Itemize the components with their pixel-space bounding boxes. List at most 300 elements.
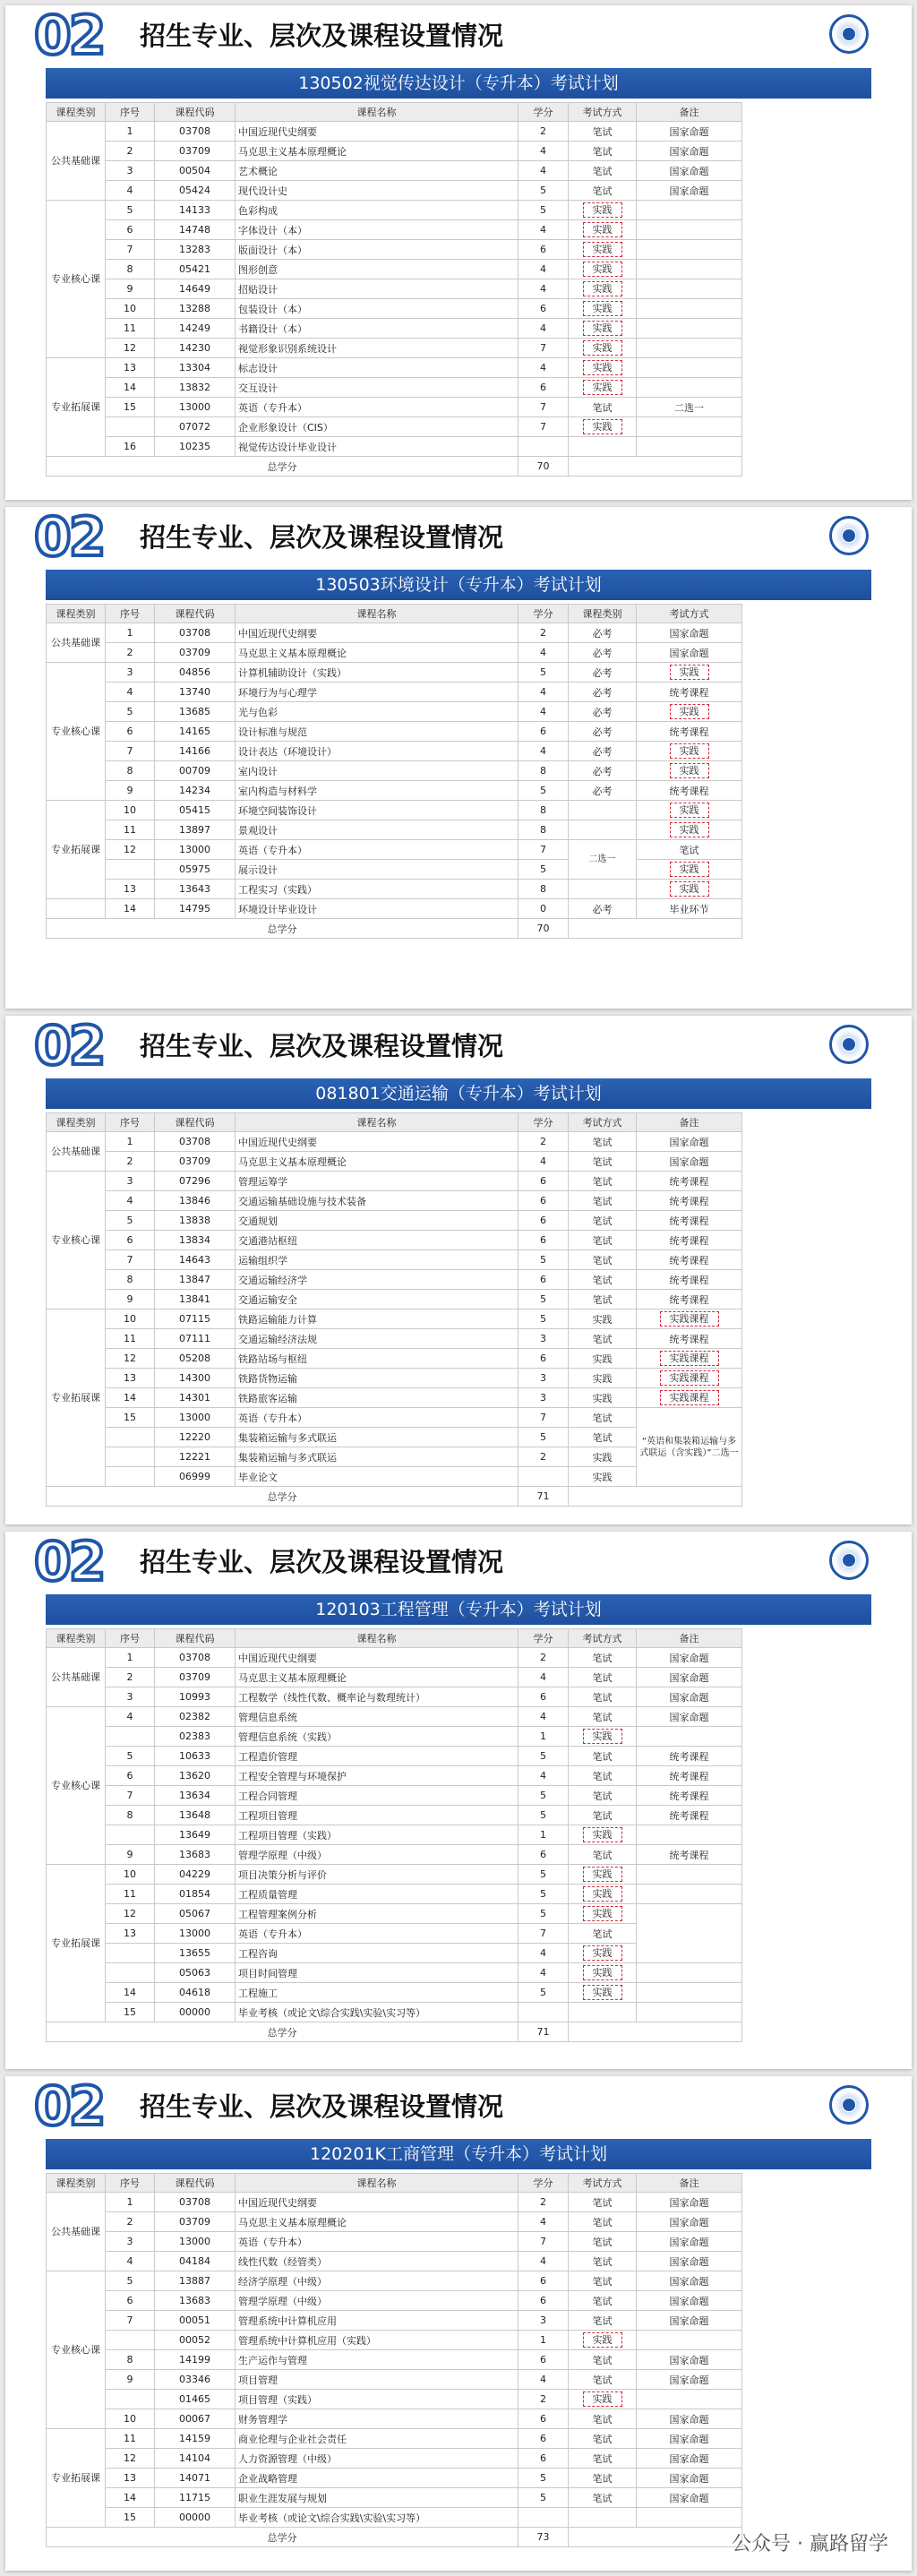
serial-number-cell: 6 — [106, 1766, 155, 1786]
credit-cell: 5 — [518, 1885, 569, 1904]
practice-tag: 实践 — [670, 881, 709, 897]
exam-method-cell — [569, 378, 637, 398]
serial-number-cell: 12 — [106, 1349, 155, 1369]
serial-number-cell: 12 — [106, 2449, 155, 2469]
exam-method-cell: 笔试 — [569, 1211, 637, 1231]
section-header — [5, 507, 912, 568]
exam-method-cell — [569, 279, 637, 299]
exam-plan-panel — [5, 1016, 912, 1524]
course-name-cell: 财务管理学 — [236, 2409, 518, 2429]
table-row — [47, 1766, 742, 1786]
exam-method-cell: 必考 — [569, 781, 637, 801]
section-header — [5, 2076, 912, 2137]
serial-number-cell: 5 — [106, 1211, 155, 1231]
remarks-cell — [637, 2508, 742, 2528]
exam-method-cell: 笔试 — [569, 1845, 637, 1865]
remarks-cell: 国家命题 — [637, 2409, 742, 2429]
course-code-cell: 14166 — [155, 742, 236, 761]
credit-cell: 2 — [518, 1447, 569, 1467]
credit-cell: 4 — [518, 2212, 569, 2232]
exam-method-cell — [569, 801, 637, 820]
column-header: 备注 — [637, 1113, 742, 1132]
remarks-cell: 国家命题 — [637, 1668, 742, 1687]
serial-number-cell: 14 — [106, 378, 155, 398]
exam-method-cell — [569, 2331, 637, 2350]
serial-number-cell — [106, 2390, 155, 2409]
total-empty-cell — [569, 1487, 742, 1507]
wechat-watermark: 公众号 · 赢路留学 — [732, 2533, 888, 2555]
table-row — [47, 1309, 742, 1329]
credit-cell: 4 — [518, 1766, 569, 1786]
serial-number-cell: 10 — [106, 1865, 155, 1885]
exam-method-cell: 笔试 — [569, 1924, 637, 1944]
table-row — [47, 1172, 742, 1191]
course-code-cell: 03709 — [155, 1668, 236, 1687]
credit-cell: 7 — [518, 339, 569, 358]
column-header: 课程代码 — [155, 605, 236, 623]
practice-tag: 实践 — [583, 360, 622, 375]
practice-tag: 实践 — [583, 2332, 622, 2348]
course-name-cell: 管理学原理（中级） — [236, 1845, 518, 1865]
total-credits-value: 70 — [518, 919, 569, 939]
course-code-cell: 05415 — [155, 801, 236, 820]
course-code-cell: 14795 — [155, 899, 236, 919]
column-header: 备注 — [637, 2174, 742, 2193]
section-number: 02 — [34, 1016, 104, 1078]
course-code-cell: 04856 — [155, 663, 236, 683]
column-header: 课程类别 — [47, 1113, 106, 1132]
remarks-cell — [637, 201, 742, 220]
column-header: 考试方式 — [569, 103, 637, 122]
column-header: 课程代码 — [155, 1113, 236, 1132]
course-code-cell: 13648 — [155, 1806, 236, 1825]
column-header: 课程名称 — [236, 605, 518, 623]
remarks-cell: 毕业环节 — [637, 899, 742, 919]
credit-cell: 2 — [518, 122, 569, 142]
table-row — [47, 181, 742, 201]
course-name-cell: 马克思主义基本原理概论 — [236, 1152, 518, 1172]
course-code-cell: 07115 — [155, 1309, 236, 1329]
column-header: 序号 — [106, 1113, 155, 1132]
remarks-cell: 笔试 — [637, 840, 742, 860]
plan-title: 120201K工商管理（专升本）考试计划 — [46, 2139, 871, 2169]
course-code-cell: 13643 — [155, 880, 236, 899]
course-name-cell: 工程质量管理 — [236, 1885, 518, 1904]
serial-number-cell: 6 — [106, 2291, 155, 2311]
table-row — [47, 279, 742, 299]
course-name-cell: 交通港站枢纽 — [236, 1231, 518, 1250]
serial-number-cell: 3 — [106, 663, 155, 683]
table-row — [47, 378, 742, 398]
exam-method-cell — [569, 299, 637, 319]
credit-cell: 4 — [518, 358, 569, 378]
column-header: 序号 — [106, 605, 155, 623]
remarks-cell: 国家命题 — [637, 2469, 742, 2488]
exam-method-cell: 必考 — [569, 623, 637, 643]
remarks-cell — [637, 702, 742, 722]
course-code-cell: 00067 — [155, 2409, 236, 2429]
total-credits-value: 71 — [518, 2022, 569, 2042]
serial-number-cell: 8 — [106, 2350, 155, 2370]
total-credits-label: 总学分 — [47, 2022, 518, 2042]
column-header: 课程类别 — [47, 2174, 106, 2193]
course-code-cell: 10993 — [155, 1687, 236, 1707]
course-name-cell: 视觉形象识别系统设计 — [236, 339, 518, 358]
course-name-cell: 管理信息系统（实践） — [236, 1727, 518, 1747]
course-code-cell: 13000 — [155, 398, 236, 417]
course-name-cell: 毕业考核（或论文\综合实践\实验\实习等） — [236, 2508, 518, 2528]
practice-tag: 实践 — [583, 1827, 622, 1842]
table-row — [47, 663, 742, 683]
course-name-cell: 管理学原理（中级） — [236, 2291, 518, 2311]
exam-method-cell: 必考 — [569, 683, 637, 702]
exam-method-cell — [569, 820, 637, 840]
credit-cell: 7 — [518, 417, 569, 437]
serial-number-cell: 8 — [106, 1270, 155, 1290]
practice-tag: 实践 — [583, 1965, 622, 1980]
exam-method-cell: 实践 — [569, 1467, 637, 1487]
credit-cell: 8 — [518, 801, 569, 820]
table-row — [47, 2212, 742, 2232]
course-name-cell: 视觉传达设计毕业设计 — [236, 437, 518, 457]
course-code-cell: 14159 — [155, 2429, 236, 2449]
course-category-cell: 专业核心课 — [47, 663, 106, 801]
exam-method-cell — [569, 1983, 637, 2003]
course-name-cell: 毕业考核（或论文\综合实践\实验\实习等） — [236, 2003, 518, 2022]
table-row — [47, 1687, 742, 1707]
practice-tag: 实践 — [670, 862, 709, 877]
course-category-cell: 公共基础课 — [47, 2193, 106, 2271]
university-seal-icon — [829, 2085, 869, 2125]
serial-number-cell: 5 — [106, 2271, 155, 2291]
serial-number-cell: 10 — [106, 299, 155, 319]
table-header-row — [47, 605, 742, 623]
course-code-cell: 13683 — [155, 1845, 236, 1865]
credit-cell: 2 — [518, 2390, 569, 2409]
remarks-cell: 统考课程 — [637, 1766, 742, 1786]
course-code-cell: 13288 — [155, 299, 236, 319]
serial-number-cell: 14 — [106, 899, 155, 919]
practice-tag: 实践 — [583, 222, 622, 237]
practice-tag: 实践 — [583, 1906, 622, 1921]
column-header: 备注 — [637, 1629, 742, 1648]
credit-cell: 5 — [518, 181, 569, 201]
total-credits-value: 71 — [518, 1487, 569, 1507]
course-code-cell: 13634 — [155, 1786, 236, 1806]
credit-cell: 4 — [518, 1944, 569, 1963]
exam-method-cell: 笔试 — [569, 2429, 637, 2449]
practice-tag: 实践 — [670, 743, 709, 759]
remarks-cell: 国家命题 — [637, 1152, 742, 1172]
practice-tag: 实践 — [583, 1729, 622, 1744]
total-empty-cell — [569, 457, 742, 477]
remarks-cell — [637, 1388, 742, 1408]
exam-method-cell: 笔试 — [569, 2193, 637, 2212]
serial-number-cell — [106, 1467, 155, 1487]
exam-method-cell — [569, 2508, 637, 2528]
course-category-cell: 公共基础课 — [47, 122, 106, 201]
course-name-cell: 英语（专升本） — [236, 840, 518, 860]
course-code-cell: 06999 — [155, 1467, 236, 1487]
total-empty-cell — [569, 2528, 742, 2547]
credit-cell: 6 — [518, 240, 569, 260]
remarks-cell — [637, 860, 742, 880]
course-code-cell: 13000 — [155, 2232, 236, 2252]
exam-method-cell — [569, 1825, 637, 1845]
table-row — [47, 161, 742, 181]
course-code-cell: 14230 — [155, 339, 236, 358]
credit-cell: 4 — [518, 220, 569, 240]
course-code-cell: 14133 — [155, 201, 236, 220]
remarks-cell — [637, 761, 742, 781]
practice-tag: 实践 — [583, 321, 622, 336]
course-code-cell: 14234 — [155, 781, 236, 801]
table-row — [47, 2003, 742, 2022]
total-credits-value: 70 — [518, 457, 569, 477]
exam-method-cell — [569, 201, 637, 220]
serial-number-cell: 4 — [106, 683, 155, 702]
section-title: 招生专业、层次及课程设置情况 — [140, 1547, 504, 1577]
credit-cell: 7 — [518, 398, 569, 417]
remarks-cell: 统考课程 — [637, 1806, 742, 1825]
serial-number-cell — [106, 1727, 155, 1747]
course-name-cell: 企业战略管理 — [236, 2469, 518, 2488]
exam-method-cell — [569, 220, 637, 240]
column-header: 课程名称 — [236, 1113, 518, 1132]
course-name-cell: 中国近现代史纲要 — [236, 122, 518, 142]
serial-number-cell: 3 — [106, 161, 155, 181]
credit-cell: 7 — [518, 1408, 569, 1428]
course-code-cell: 05975 — [155, 860, 236, 880]
serial-number-cell: 12 — [106, 1904, 155, 1924]
credit-cell: 5 — [518, 1786, 569, 1806]
course-name-cell: 环境设计毕业设计 — [236, 899, 518, 919]
credit-cell: 5 — [518, 1747, 569, 1766]
serial-number-cell: 12 — [106, 840, 155, 860]
table-row — [47, 2311, 742, 2331]
table-row — [47, 2331, 742, 2350]
column-header: 学分 — [518, 2174, 569, 2193]
serial-number-cell: 2 — [106, 1152, 155, 1172]
credit-cell: 4 — [518, 683, 569, 702]
remarks-cell — [637, 1983, 742, 2003]
exam-method-cell: 笔试 — [569, 161, 637, 181]
remarks-cell: 统考课程 — [637, 1786, 742, 1806]
column-header: 学分 — [518, 1113, 569, 1132]
remarks-cell: 统考课程 — [637, 781, 742, 801]
course-code-cell: 14643 — [155, 1250, 236, 1270]
credit-cell: 2 — [518, 1132, 569, 1152]
exam-method-cell: 笔试 — [569, 1428, 637, 1447]
course-code-cell: 07072 — [155, 417, 236, 437]
credit-cell: 4 — [518, 2370, 569, 2390]
table-row — [47, 1329, 742, 1349]
course-name-cell: 工程安全管理与环境保护 — [236, 1766, 518, 1786]
serial-number-cell: 10 — [106, 1309, 155, 1329]
serial-number-cell: 3 — [106, 1687, 155, 1707]
practice-tag: 实践课程 — [660, 1351, 719, 1366]
credit-cell: 5 — [518, 2488, 569, 2508]
table-row — [47, 643, 742, 663]
remarks-cell: 国家命题 — [637, 2449, 742, 2469]
course-code-cell: 13655 — [155, 1944, 236, 1963]
column-header: 考试方式 — [637, 605, 742, 623]
section-number: 02 — [34, 1532, 104, 1593]
exam-method-cell: 笔试 — [569, 1766, 637, 1786]
credit-cell: 6 — [518, 1211, 569, 1231]
course-code-cell: 14165 — [155, 722, 236, 742]
exam-method-cell: 必考 — [569, 722, 637, 742]
remarks-cell — [637, 2331, 742, 2350]
course-name-cell: 生产运作与管理 — [236, 2350, 518, 2370]
serial-number-cell: 6 — [106, 1231, 155, 1250]
course-category-cell: 专业核心课 — [47, 1172, 106, 1309]
course-code-cell: 13832 — [155, 378, 236, 398]
practice-tag: 实践课程 — [660, 1390, 719, 1405]
exam-plan-panel — [5, 507, 912, 1009]
serial-number-cell: 14 — [106, 1388, 155, 1408]
exam-method-cell: 笔试 — [569, 181, 637, 201]
serial-number-cell: 1 — [106, 122, 155, 142]
credit-cell: 5 — [518, 1290, 569, 1309]
course-name-cell: 交通规划 — [236, 1211, 518, 1231]
section-number: 02 — [34, 2076, 104, 2138]
table-row — [47, 2508, 742, 2528]
remarks-cell: 统考课程 — [637, 1250, 742, 1270]
remarks-cell: 统考课程 — [637, 1747, 742, 1766]
course-code-cell: 14199 — [155, 2350, 236, 2370]
course-name-cell: 铁路货物运输 — [236, 1369, 518, 1388]
total-credits-value: 73 — [518, 2528, 569, 2547]
total-empty-cell — [569, 919, 742, 939]
exam-method-cell: 笔试 — [569, 142, 637, 161]
practice-tag: 实践 — [583, 340, 622, 356]
remarks-cell: 国家命题 — [637, 643, 742, 663]
serial-number-cell: 9 — [106, 279, 155, 299]
table-row — [47, 1825, 742, 1845]
exam-method-cell: 实践 — [569, 1388, 637, 1408]
course-name-cell: 项目时间管理 — [236, 1963, 518, 1983]
course-name-cell: 景观设计 — [236, 820, 518, 840]
course-code-cell: 13847 — [155, 1270, 236, 1290]
table-row — [47, 880, 742, 899]
course-name-cell: 中国近现代史纲要 — [236, 2193, 518, 2212]
course-name-cell: 英语（专升本） — [236, 2232, 518, 2252]
exam-method-cell: 必考 — [569, 702, 637, 722]
table-row — [47, 2488, 742, 2508]
practice-tag: 实践 — [583, 1985, 622, 2000]
remarks-cell — [637, 220, 742, 240]
course-table — [46, 1628, 742, 2042]
practice-tag: 实践 — [583, 1867, 622, 1882]
table-row — [47, 2409, 742, 2429]
serial-number-cell — [106, 1825, 155, 1845]
serial-number-cell: 13 — [106, 1369, 155, 1388]
serial-number-cell: 11 — [106, 1885, 155, 1904]
table-row — [47, 2429, 742, 2449]
course-name-cell: 工程施工 — [236, 1983, 518, 2003]
course-code-cell: 01465 — [155, 2390, 236, 2409]
exam-method-cell: 必考 — [569, 643, 637, 663]
table-row — [47, 1885, 742, 1904]
credit-cell: 4 — [518, 1963, 569, 1983]
course-category-cell: 专业拓展课 — [47, 801, 106, 899]
credit-cell: 6 — [518, 2291, 569, 2311]
course-table — [46, 604, 742, 939]
course-name-cell: 交互设计 — [236, 378, 518, 398]
remarks-cell: 二选一 — [637, 398, 742, 417]
column-header: 课程名称 — [236, 1629, 518, 1648]
table-row — [47, 1648, 742, 1668]
exam-method-cell — [569, 358, 637, 378]
credit-cell: 3 — [518, 1329, 569, 1349]
exam-method-cell — [569, 319, 637, 339]
course-code-cell: 13683 — [155, 2291, 236, 2311]
plan-title: 130502视觉传达设计（专升本）考试计划 — [46, 68, 871, 99]
credit-cell — [518, 2508, 569, 2528]
table-row — [47, 201, 742, 220]
remarks-cell: 国家命题 — [637, 1648, 742, 1668]
course-code-cell: 13834 — [155, 1231, 236, 1250]
exam-method-cell: 笔试 — [569, 1290, 637, 1309]
serial-number-cell: 5 — [106, 1747, 155, 1766]
credit-cell: 6 — [518, 2409, 569, 2429]
section-header — [5, 1016, 912, 1077]
serial-number-cell: 1 — [106, 623, 155, 643]
practice-tag: 实践 — [670, 822, 709, 837]
serial-number-cell: 1 — [106, 2193, 155, 2212]
exam-plan-panel — [5, 2076, 912, 2571]
remarks-cell: 国家命题 — [637, 1687, 742, 1707]
table-row — [47, 1231, 742, 1250]
course-code-cell: 13897 — [155, 820, 236, 840]
remarks-cell: 统考课程 — [637, 1211, 742, 1231]
course-category-cell: 专业核心课 — [47, 201, 106, 358]
serial-number-cell: 4 — [106, 1191, 155, 1211]
remarks-cell: 国家命题 — [637, 623, 742, 643]
serial-number-cell: 13 — [106, 358, 155, 378]
remarks-cell: 国家命题 — [637, 1707, 742, 1727]
column-header: 课程类别 — [47, 1629, 106, 1648]
remarks-cell: 国家命题 — [637, 161, 742, 181]
credit-cell — [518, 1467, 569, 1487]
credit-cell: 1 — [518, 1825, 569, 1845]
course-name-cell: 版面设计（本） — [236, 240, 518, 260]
serial-number-cell: 2 — [106, 2212, 155, 2232]
serial-number-cell — [106, 1944, 155, 1963]
exam-method-cell: 笔试 — [569, 2291, 637, 2311]
remarks-cell: 国家命题 — [637, 122, 742, 142]
practice-tag: 实践 — [583, 262, 622, 277]
credit-cell: 5 — [518, 1904, 569, 1924]
course-name-cell: 管理系统中计算机应用（实践） — [236, 2331, 518, 2350]
practice-tag: 实践 — [583, 419, 622, 434]
credit-cell: 7 — [518, 2232, 569, 2252]
course-name-cell: 交通运输经济法规 — [236, 1329, 518, 1349]
exam-method-cell: 笔试 — [569, 1132, 637, 1152]
course-code-cell: 05421 — [155, 260, 236, 279]
credit-cell: 6 — [518, 299, 569, 319]
remarks-cell: 统考课程 — [637, 683, 742, 702]
column-header: 考试方式 — [569, 1629, 637, 1648]
exam-method-cell: 笔试 — [569, 2488, 637, 2508]
exam-method-cell: 笔试 — [569, 1152, 637, 1172]
serial-number-cell: 9 — [106, 2370, 155, 2390]
course-name-cell: 马克思主义基本原理概论 — [236, 643, 518, 663]
serial-number-cell: 11 — [106, 319, 155, 339]
serial-number-cell: 8 — [106, 761, 155, 781]
table-row — [47, 2469, 742, 2488]
